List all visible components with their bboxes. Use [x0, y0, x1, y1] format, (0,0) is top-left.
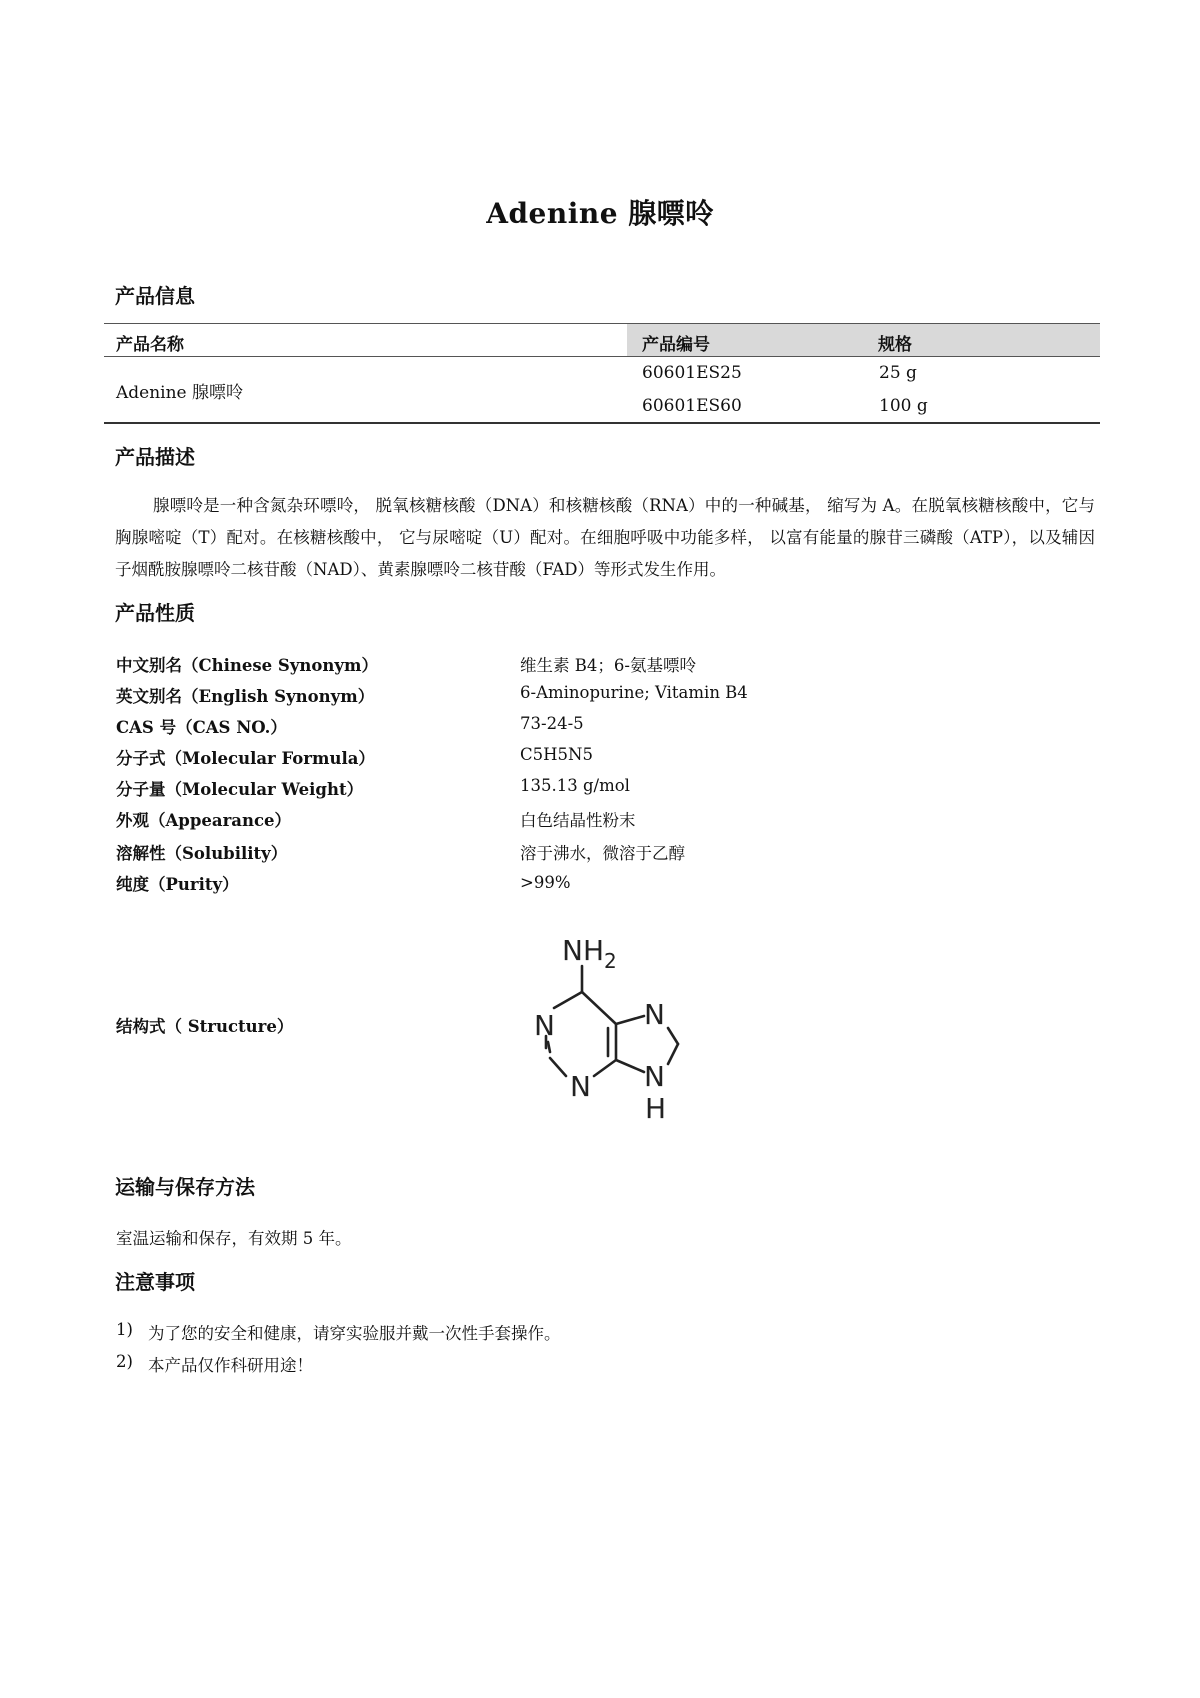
- prop-value-formula: C5H5N5: [520, 745, 593, 764]
- prop-label-purity: 纯度（Purity）: [116, 875, 239, 894]
- prop-label-english-synonym: 英文别名（English Synonym）: [116, 687, 375, 706]
- atom-n1: N: [534, 1009, 555, 1042]
- atom-h9: H: [645, 1092, 667, 1125]
- section-heading-notes: 注意事项: [115, 1270, 195, 1294]
- table-bottom-rule: [104, 422, 1100, 424]
- table-header-rule: [104, 356, 1100, 357]
- prop-label-molecular-weight: 分子量（Molecular Weight）: [116, 780, 364, 799]
- cell-spec-2: 100 g: [879, 396, 928, 416]
- description-paragraph: 腺嘌呤是一种含氮杂环嘌呤， 脱氧核糖核酸（DNA）和核糖核酸（RNA）中的一种碱基， 缩写为 A。在脱氧核糖核酸中，它与胸腺嘧啶（T）配对。在核糖核酸中， 它与尿嘧啶（U）配对。在细胞呼吸中功能多样， 以富有能量的腺苷三磷酸（ATP），以及辅因子烟酰胺腺嘌呤二核苷酸（NAD）、黄素腺嘌呤二核苷酸（FAD）等形式发生作用。: [115, 496, 1095, 579]
- header-spec: 规格: [878, 335, 912, 355]
- prop-value-solubility: 溶于沸水，微溶于乙醇: [520, 844, 685, 863]
- prop-value-english-synonym: 6-Aminopurine; Vitamin B4: [520, 683, 748, 702]
- cell-product-name: Adenine 腺嘌呤: [116, 383, 244, 403]
- atom-n9: N: [644, 1060, 665, 1093]
- prop-label-cas: CAS 号（CAS NO.）: [116, 718, 287, 737]
- prop-value-cas: 73-24-5: [520, 714, 584, 733]
- cell-code-1: 60601ES25: [642, 363, 742, 383]
- section-heading-properties: 产品性质: [115, 601, 195, 625]
- cell-spec-1: 25 g: [879, 363, 917, 383]
- prop-value-purity: >99%: [520, 873, 571, 892]
- adenine-structure-diagram: [520, 918, 730, 1138]
- prop-label-solubility: 溶解性（Solubility）: [116, 844, 288, 863]
- section-heading-storage: 运输与保存方法: [115, 1175, 255, 1199]
- prop-label-appearance: 外观（Appearance）: [116, 811, 291, 830]
- prop-label-chinese-synonym: 中文别名（Chinese Synonym）: [116, 656, 378, 675]
- table-top-rule: [104, 323, 1100, 324]
- note-number-2: 2): [116, 1352, 133, 1371]
- cell-code-2: 60601ES60: [642, 396, 742, 416]
- storage-text: 室温运输和保存，有效期 5 年。: [116, 1229, 352, 1248]
- atom-n7: N: [644, 998, 665, 1031]
- document-title: Adenine 腺嘌呤: [486, 197, 714, 230]
- note-text-2: 本产品仅作科研用途！: [148, 1356, 313, 1375]
- section-heading-description: 产品描述: [115, 445, 195, 469]
- header-product-name: 产品名称: [116, 335, 184, 355]
- section-heading-product-info: 产品信息: [115, 284, 195, 308]
- header-product-code: 产品编号: [642, 335, 710, 355]
- prop-value-appearance: 白色结晶性粉末: [520, 811, 636, 830]
- note-text-1: 为了您的安全和健康，请穿实验服并戴一次性手套操作。: [148, 1324, 561, 1343]
- prop-label-formula: 分子式（Molecular Formula）: [116, 749, 375, 768]
- atom-amine: $NH_2$: [562, 934, 617, 973]
- prop-value-molecular-weight: 135.13 g/mol: [520, 776, 630, 795]
- prop-label-structure: 结构式（ Structure）: [116, 1017, 294, 1036]
- atom-n3: N: [570, 1070, 591, 1103]
- prop-value-chinese-synonym: 维生素 B4；6-氨基嘌呤: [520, 656, 696, 675]
- note-number-1: 1): [116, 1320, 133, 1339]
